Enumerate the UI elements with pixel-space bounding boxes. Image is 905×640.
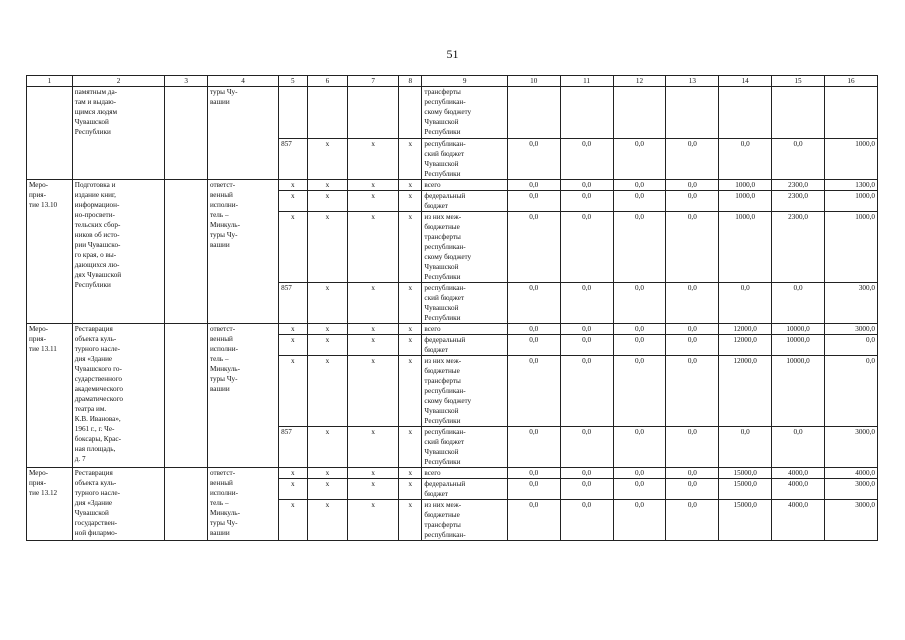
cell-value: 0,0 (772, 139, 825, 180)
cell-source: федеральный бюджет (422, 191, 507, 212)
cell-code: x (348, 500, 399, 541)
cell-value: 0,0 (613, 324, 666, 335)
cell-source: федеральный бюджет (422, 479, 507, 500)
cell-value (507, 87, 560, 139)
cell-value: 0,0 (507, 324, 560, 335)
cell-value: 0,0 (666, 500, 719, 541)
cell-code: 857 (279, 139, 307, 180)
cell-source: всего (422, 180, 507, 191)
cell-value: 2300,0 (772, 212, 825, 283)
cell-code (279, 87, 307, 139)
cell-code: x (279, 335, 307, 356)
cell-value: 0,0 (560, 427, 613, 468)
cell-code: x (307, 500, 348, 541)
cell-code: 857 (279, 427, 307, 468)
cell-value: 0,0 (772, 427, 825, 468)
cell-value: 4000,0 (772, 468, 825, 479)
cell-code: x (348, 335, 399, 356)
cell-value: 0,0 (613, 356, 666, 427)
cell-value: 10000,0 (772, 324, 825, 335)
table-row (27, 324, 878, 335)
cell-code: x (348, 139, 399, 180)
cell-code: x (399, 335, 422, 356)
table-row (27, 87, 878, 139)
cell-source: из них меж- бюджетные трансферты республикан- скому бюджету Чувашской Республики (422, 212, 507, 283)
cell-source: всего (422, 324, 507, 335)
cell-value: 0,0 (560, 283, 613, 324)
cell-value: 0,0 (772, 283, 825, 324)
column-header: 9 (422, 76, 507, 87)
cell-source: из них меж- бюджетные трансферты республикан- скому бюджету Чувашской Республики (422, 356, 507, 427)
cell-value: 0,0 (613, 212, 666, 283)
cell-value: 0,0 (507, 139, 560, 180)
column-header: 1 (27, 76, 73, 87)
cell-code: x (348, 191, 399, 212)
cell-value (772, 87, 825, 139)
table-row (27, 180, 878, 191)
cell-value: 12000,0 (719, 356, 772, 427)
cell-value: 10000,0 (772, 356, 825, 427)
cell-value: 300,0 (824, 283, 877, 324)
cell-code: x (279, 180, 307, 191)
cell-code: x (348, 283, 399, 324)
cell-code: x (399, 139, 422, 180)
cell-code: x (399, 356, 422, 427)
cell-code: x (348, 479, 399, 500)
cell-value: 4000,0 (772, 500, 825, 541)
cell-value: 1000,0 (719, 180, 772, 191)
cell-value: 0,0 (507, 212, 560, 283)
column-header: 13 (666, 76, 719, 87)
column-header: 14 (719, 76, 772, 87)
header-row (27, 76, 878, 87)
cell-code: x (399, 180, 422, 191)
cell-value: 3000,0 (824, 479, 877, 500)
cell-responsible: ответст- венный исполни- тель – Минкуль- туры Чу- вашии (207, 324, 278, 468)
cell-code: x (307, 479, 348, 500)
cell-code: x (399, 212, 422, 283)
cell-value: 15000,0 (719, 479, 772, 500)
cell-col3 (165, 87, 208, 180)
cell-source: республикан- ский бюджет Чувашской Республики (422, 283, 507, 324)
cell-value: 0,0 (666, 191, 719, 212)
cell-event-name: Реставрация объекта куль- турного насле- дия «Здание Чувашской государствен- ной филармо- (72, 468, 165, 541)
cell-value: 0,0 (613, 180, 666, 191)
cell-value: 0,0 (824, 356, 877, 427)
cell-code: x (348, 180, 399, 191)
cell-source: республикан- ский бюджет Чувашской Республики (422, 427, 507, 468)
column-header: 6 (307, 76, 348, 87)
cell-code: x (399, 500, 422, 541)
cell-source: всего (422, 468, 507, 479)
cell-code: x (279, 324, 307, 335)
cell-source: трансферты республикан- скому бюджету Чувашской Республики (422, 87, 507, 139)
cell-value: 15000,0 (719, 468, 772, 479)
cell-value: 0,0 (666, 427, 719, 468)
cell-code: x (279, 500, 307, 541)
cell-value: 0,0 (613, 335, 666, 356)
cell-code: x (279, 212, 307, 283)
cell-value: 0,0 (507, 283, 560, 324)
cell-value: 0,0 (666, 180, 719, 191)
cell-value: 0,0 (560, 180, 613, 191)
cell-value: 3000,0 (824, 500, 877, 541)
cell-value: 0,0 (613, 139, 666, 180)
cell-value: 3000,0 (824, 427, 877, 468)
cell-value: 0,0 (719, 283, 772, 324)
cell-code: x (348, 324, 399, 335)
cell-value: 0,0 (507, 335, 560, 356)
column-header: 10 (507, 76, 560, 87)
cell-value: 0,0 (507, 191, 560, 212)
cell-value: 0,0 (507, 427, 560, 468)
column-header: 7 (348, 76, 399, 87)
cell-value: 0,0 (666, 335, 719, 356)
cell-value: 1000,0 (824, 139, 877, 180)
cell-event-id: Меро- прия- тие 13.10 (27, 180, 73, 324)
cell-value: 0,0 (613, 427, 666, 468)
cell-value: 0,0 (719, 139, 772, 180)
cell-event-name: Реставрация объекта куль- турного насле- дия «Здание Чувашского го- сударственного академического драматического театра им. К.В. Иванова», 1961 г., г. Че- боксары, Крас- ная площадь, д. 7 (72, 324, 165, 468)
cell-value: 0,0 (666, 212, 719, 283)
cell-code: x (399, 427, 422, 468)
cell-value: 0,0 (560, 335, 613, 356)
cell-value: 0,0 (560, 479, 613, 500)
cell-id (27, 87, 73, 180)
cell-value: 0,0 (560, 212, 613, 283)
column-header: 5 (279, 76, 307, 87)
cell-value: 15000,0 (719, 500, 772, 541)
cell-value (824, 87, 877, 139)
cell-code: x (279, 479, 307, 500)
cell-value (666, 87, 719, 139)
cell-value: 1000,0 (719, 212, 772, 283)
cell-code: x (399, 324, 422, 335)
cell-value: 4000,0 (824, 468, 877, 479)
cell-value: 0,0 (507, 356, 560, 427)
column-header: 16 (824, 76, 877, 87)
cell-code: x (307, 283, 348, 324)
cell-value: 12000,0 (719, 324, 772, 335)
cell-code: x (307, 335, 348, 356)
table-row (27, 468, 878, 479)
cell-value (719, 87, 772, 139)
cell-code: x (399, 283, 422, 324)
cell-value: 0,0 (560, 500, 613, 541)
column-header: 8 (399, 76, 422, 87)
cell-code: x (348, 427, 399, 468)
cell-code: x (279, 191, 307, 212)
cell-code: x (307, 324, 348, 335)
cell-value: 0,0 (613, 191, 666, 212)
cell-value: 0,0 (613, 479, 666, 500)
cell-value (613, 87, 666, 139)
cell-responsible: ответст- венный исполни- тель – Минкуль- туры Чу- вашии (207, 180, 278, 324)
cell-value: 0,0 (560, 139, 613, 180)
cell-code: x (399, 191, 422, 212)
cell-value: 0,0 (666, 283, 719, 324)
cell-value: 0,0 (666, 356, 719, 427)
column-header: 3 (165, 76, 208, 87)
cell-code: x (348, 212, 399, 283)
cell-code: x (348, 468, 399, 479)
cell-code: x (279, 356, 307, 427)
cell-value: 0,0 (560, 356, 613, 427)
cell-col3 (165, 180, 208, 324)
column-header: 12 (613, 76, 666, 87)
cell-source: из них меж- бюджетные трансферты республикан- (422, 500, 507, 541)
column-header: 15 (772, 76, 825, 87)
cell-value: 0,0 (666, 139, 719, 180)
cell-value: 1000,0 (824, 212, 877, 283)
cell-value: 4000,0 (772, 479, 825, 500)
cell-value: 0,0 (613, 468, 666, 479)
cell-code: x (348, 356, 399, 427)
cell-value: 0,0 (613, 500, 666, 541)
cell-value: 10000,0 (772, 335, 825, 356)
cell-value: 0,0 (719, 427, 772, 468)
cell-value: 0,0 (507, 479, 560, 500)
cell-code: x (307, 139, 348, 180)
cell-value: 0,0 (507, 180, 560, 191)
cell-value: 0,0 (560, 324, 613, 335)
cell-code: x (399, 468, 422, 479)
cell-value: 2300,0 (772, 180, 825, 191)
cell-value: 0,0 (507, 500, 560, 541)
cell-value: 1000,0 (719, 191, 772, 212)
cell-event-name: памятным да- там и выдаю- щимся людям Чувашской Республики (72, 87, 165, 180)
cell-event-id: Меро- прия- тие 13.11 (27, 324, 73, 468)
cell-code: x (307, 212, 348, 283)
cell-value: 0,0 (666, 324, 719, 335)
cell-value: 12000,0 (719, 335, 772, 356)
column-header: 2 (72, 76, 165, 87)
cell-code: x (307, 468, 348, 479)
cell-code: x (279, 468, 307, 479)
cell-value: 2300,0 (772, 191, 825, 212)
cell-responsible: туры Чу- вашии (207, 87, 278, 180)
cell-code: 857 (279, 283, 307, 324)
cell-value: 0,0 (666, 468, 719, 479)
cell-value: 0,0 (824, 335, 877, 356)
cell-code (348, 87, 399, 139)
cell-source: федеральный бюджет (422, 335, 507, 356)
cell-value (560, 87, 613, 139)
cell-value: 0,0 (666, 479, 719, 500)
cell-col3 (165, 468, 208, 541)
cell-event-name: Подготовка и издание книг, информацион- но-просвети- тельских сбор- ников об исто- рии Чувашско- го края, о вы- дающихся лю- дях Чувашской Республики (72, 180, 165, 324)
cell-event-id: Меро- прия- тие 13.12 (27, 468, 73, 541)
cell-code: x (307, 191, 348, 212)
cell-code: x (399, 479, 422, 500)
cell-value: 0,0 (560, 191, 613, 212)
cell-value: 3000,0 (824, 324, 877, 335)
cell-value: 0,0 (560, 468, 613, 479)
cell-source: республикан- ский бюджет Чувашской Республики (422, 139, 507, 180)
cell-code (399, 87, 422, 139)
cell-value: 1300,0 (824, 180, 877, 191)
cell-col3 (165, 324, 208, 468)
cell-responsible: ответст- венный исполни- тель – Минкуль- туры Чу- вашии (207, 468, 278, 541)
cell-code: x (307, 180, 348, 191)
cell-code (307, 87, 348, 139)
cell-code: x (307, 427, 348, 468)
page-number: 51 (446, 47, 459, 61)
cell-value: 0,0 (507, 468, 560, 479)
column-header: 4 (207, 76, 278, 87)
cell-value: 1000,0 (824, 191, 877, 212)
budget-table (26, 75, 878, 541)
cell-code: x (307, 356, 348, 427)
column-header: 11 (560, 76, 613, 87)
cell-value: 0,0 (613, 283, 666, 324)
